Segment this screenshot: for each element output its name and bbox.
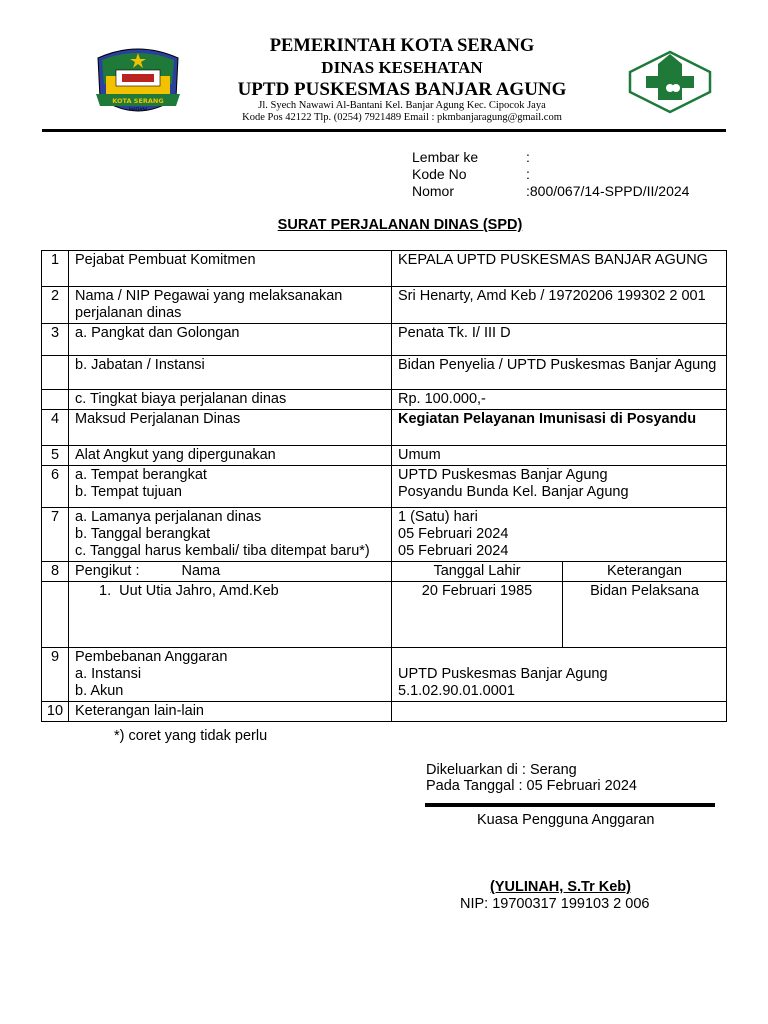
row-number: 8: [42, 562, 69, 582]
row-label: b. Tanggal berangkat: [75, 526, 211, 542]
signature-divider: [425, 803, 715, 807]
row-value: KEPALA UPTD PUSKESMAS BANJAR AGUNG: [392, 251, 727, 287]
column-header-birth: Tanggal Lahir: [392, 562, 563, 582]
row-value: [392, 702, 727, 722]
logo-left-subtext: MADANI: [128, 108, 148, 113]
row-value: UPTD Puskesmas Banjar Agung: [398, 666, 608, 682]
row-label: Alat Angkut yang dipergunakan: [69, 446, 392, 466]
signer-name: (YULINAH, S.Tr Keb): [490, 879, 631, 895]
column-header-note: Keterangan: [563, 562, 727, 582]
header-government: PEMERINTAH KOTA SERANG: [269, 36, 535, 56]
row-label: b. Jabatan / Instansi: [69, 356, 392, 390]
nomor-label: Nomor: [412, 183, 455, 199]
table-row: [42, 562, 727, 582]
column-header-name: Nama: [181, 563, 221, 579]
follower-note: Bidan Pelaksana: [563, 582, 727, 648]
table-row: [42, 702, 727, 722]
table-row: [42, 466, 727, 508]
header-address: Jl. Syech Nawawi Al-Bantani Kel. Banjar Agung Kec. Cipocok Jaya: [258, 100, 546, 111]
table-row: [42, 582, 727, 648]
row-value: UPTD Puskesmas Banjar Agung: [398, 467, 608, 483]
document-title: SURAT PERJALANAN DINAS (SPD): [277, 217, 523, 233]
row-number: 6: [42, 466, 69, 508]
row-label: b. Akun: [75, 683, 124, 699]
logo-left-text: KOTA SERANG: [112, 97, 164, 105]
row-label: Pengikut :: [75, 563, 140, 579]
signer-role: Kuasa Pengguna Anggaran: [477, 812, 655, 828]
row-number: 5: [42, 446, 69, 466]
issued-at: Dikeluarkan di : Serang: [426, 762, 577, 778]
kode-label: Kode No: [412, 166, 467, 182]
row-number: 1: [42, 251, 69, 287]
row-value: 05 Februari 2024: [398, 526, 509, 542]
row-label: b. Tempat tujuan: [75, 484, 182, 500]
row-label: Pembebanan Anggaran: [75, 649, 228, 665]
kode-value: :: [526, 166, 530, 182]
row-value: 1 (Satu) hari: [398, 509, 478, 525]
row-label: c. Tingkat biaya perjalanan dinas: [69, 390, 392, 410]
row-value: 5.1.02.90.01.0001: [398, 683, 515, 699]
table-row: [42, 251, 727, 287]
follower-name: Uut Utia Jahro, Amd.Keb: [119, 583, 279, 599]
table-row: [42, 390, 727, 410]
row-value: 05 Februari 2024: [398, 543, 509, 559]
row-label: Maksud Perjalanan Dinas: [69, 410, 392, 446]
row-label: a. Pangkat dan Golongan: [69, 324, 392, 356]
row-number: 2: [42, 287, 69, 324]
table-row: [42, 446, 727, 466]
row-number: 4: [42, 410, 69, 446]
row-value: Rp. 100.000,-: [392, 390, 727, 410]
nomor-value: :800/067/14-SPPD/II/2024: [526, 183, 690, 199]
lembar-value: :: [526, 149, 530, 165]
row-number: 9: [42, 648, 69, 702]
row-number: 3: [42, 324, 69, 356]
row-value: Sri Henarty, Amd Keb / 19720206 199302 2 001: [392, 287, 727, 324]
header-institution: UPTD PUSKESMAS BANJAR AGUNG: [237, 79, 567, 100]
row-label: Pejabat Pembuat Komitmen: [69, 251, 392, 287]
row-label: a. Tempat berangkat: [75, 467, 207, 483]
issue-date: Pada Tanggal : 05 Februari 2024: [426, 778, 637, 794]
table-row: [42, 324, 727, 356]
row-label: Nama / NIP Pegawai yang melaksanakan perjalanan dinas: [69, 287, 392, 324]
table-row: [42, 287, 727, 324]
lembar-label: Lembar ke: [412, 149, 479, 165]
row-number: 7: [42, 508, 69, 562]
row-label: a. Lamanya perjalanan dinas: [75, 509, 262, 525]
follower-birth-date: 20 Februari 1985: [392, 582, 563, 648]
header-department: DINAS KESEHATAN: [321, 58, 483, 77]
table-row: [42, 356, 727, 390]
header-contact: Kode Pos 42122 Tlp. (0254) 7921489 Email : pkmbanjaragung@gmail.com: [242, 112, 562, 123]
row-value: Posyandu Bunda Kel. Banjar Agung: [398, 484, 629, 500]
table-row: [42, 410, 727, 446]
table-row: [42, 648, 727, 702]
row-label: a. Instansi: [75, 666, 142, 682]
row-number: 10: [42, 702, 69, 722]
signer-nip: NIP: 19700317 199103 2 006: [460, 896, 650, 912]
table-row: [42, 508, 727, 562]
row-label: Keterangan lain-lain: [69, 702, 392, 722]
follower-number: 1.: [99, 583, 112, 599]
row-value: Penata Tk. I/ III D: [392, 324, 727, 356]
row-value: Umum: [392, 446, 727, 466]
row-label: c. Tanggal harus kembali/ tiba ditempat baru*): [75, 543, 370, 559]
row-value: Kegiatan Pelayanan Imunisasi di Posyandu: [392, 410, 727, 446]
spd-table: [41, 250, 727, 722]
header-divider: [42, 129, 726, 132]
row-value: Bidan Penyelia / UPTD Puskesmas Banjar Agung: [392, 356, 727, 390]
footnote: *) coret yang tidak perlu: [114, 728, 268, 744]
